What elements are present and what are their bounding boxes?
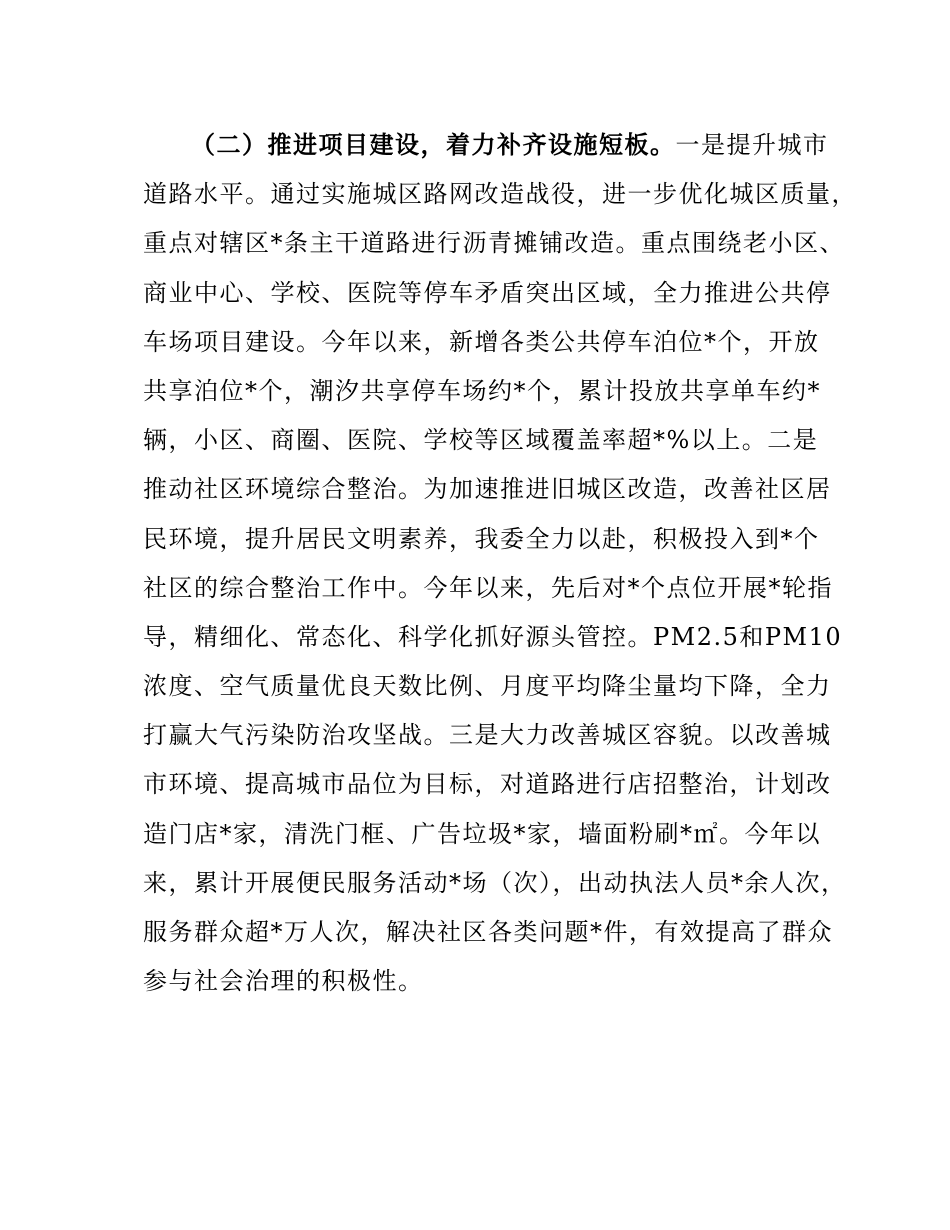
paragraph-line: 打赢大气污染防治攻坚战。三是大力改善城区容貌。以改善城 xyxy=(143,721,832,750)
paragraph-line: 共享泊位*个，潮汐共享停车场约*个，累计投放共享单车约* xyxy=(143,376,821,405)
paragraph-line: 来，累计开展便民服务活动*场（次），出动执法人员*余人次， xyxy=(143,868,847,897)
paragraph-line: 市环境、提高城市品位为目标，对道路进行店招整治，计划改 xyxy=(143,770,832,799)
paragraph-line: 商业中心、学校、医院等停车矛盾突出区域，全力推进公共停 xyxy=(143,278,832,307)
paragraph-line: 民环境，提升居民文明素养，我委全力以赴，积极投入到*个 xyxy=(143,524,820,553)
paragraph-line: 参与社会治理的积极性。 xyxy=(143,967,424,996)
paragraph-line: 辆，小区、商圈、医院、学校等区域覆盖率超*%以上。二是 xyxy=(143,426,819,455)
body-paragraph xyxy=(143,121,857,1006)
paragraph-line: 导，精细化、常态化、科学化抓好源头管控。PM2.5和PM10 xyxy=(143,622,843,651)
paragraph-line: 道路水平。通过实施城区路网改造战役，进一步优化城区质量， xyxy=(143,180,857,209)
section-heading: （二）推进项目建设，着力补齐设施短板。 xyxy=(191,131,676,159)
paragraph-line: 服务群众超*万人次，解决社区各类问题*件，有效提高了群众 xyxy=(143,918,833,946)
paragraph-line: 重点对辖区*条主干道路进行沥青摊铺改造。重点围绕老小区、 xyxy=(143,229,845,258)
first-line-text: 一是提升城市 xyxy=(675,131,829,159)
paragraph-line: 车场项目建设。今年以来，新增各类公共停车泊位*个，开放 xyxy=(143,327,820,356)
paragraph-line: 社区的综合整治工作中。今年以来，先后对*个点位开展*轮指 xyxy=(143,573,833,602)
paragraph-line: 浓度、空气质量优良天数比例、月度平均降尘量均下降，全力 xyxy=(143,672,832,701)
paragraph-line: 造门店*家，清洗门框、广告垃圾*家，墙面粉刷*㎡。今年以 xyxy=(143,819,821,848)
paragraph-first-line xyxy=(143,121,833,170)
paragraph-line: 推动社区环境综合整治。为加速推进旧城区改造，改善社区居 xyxy=(143,475,832,504)
